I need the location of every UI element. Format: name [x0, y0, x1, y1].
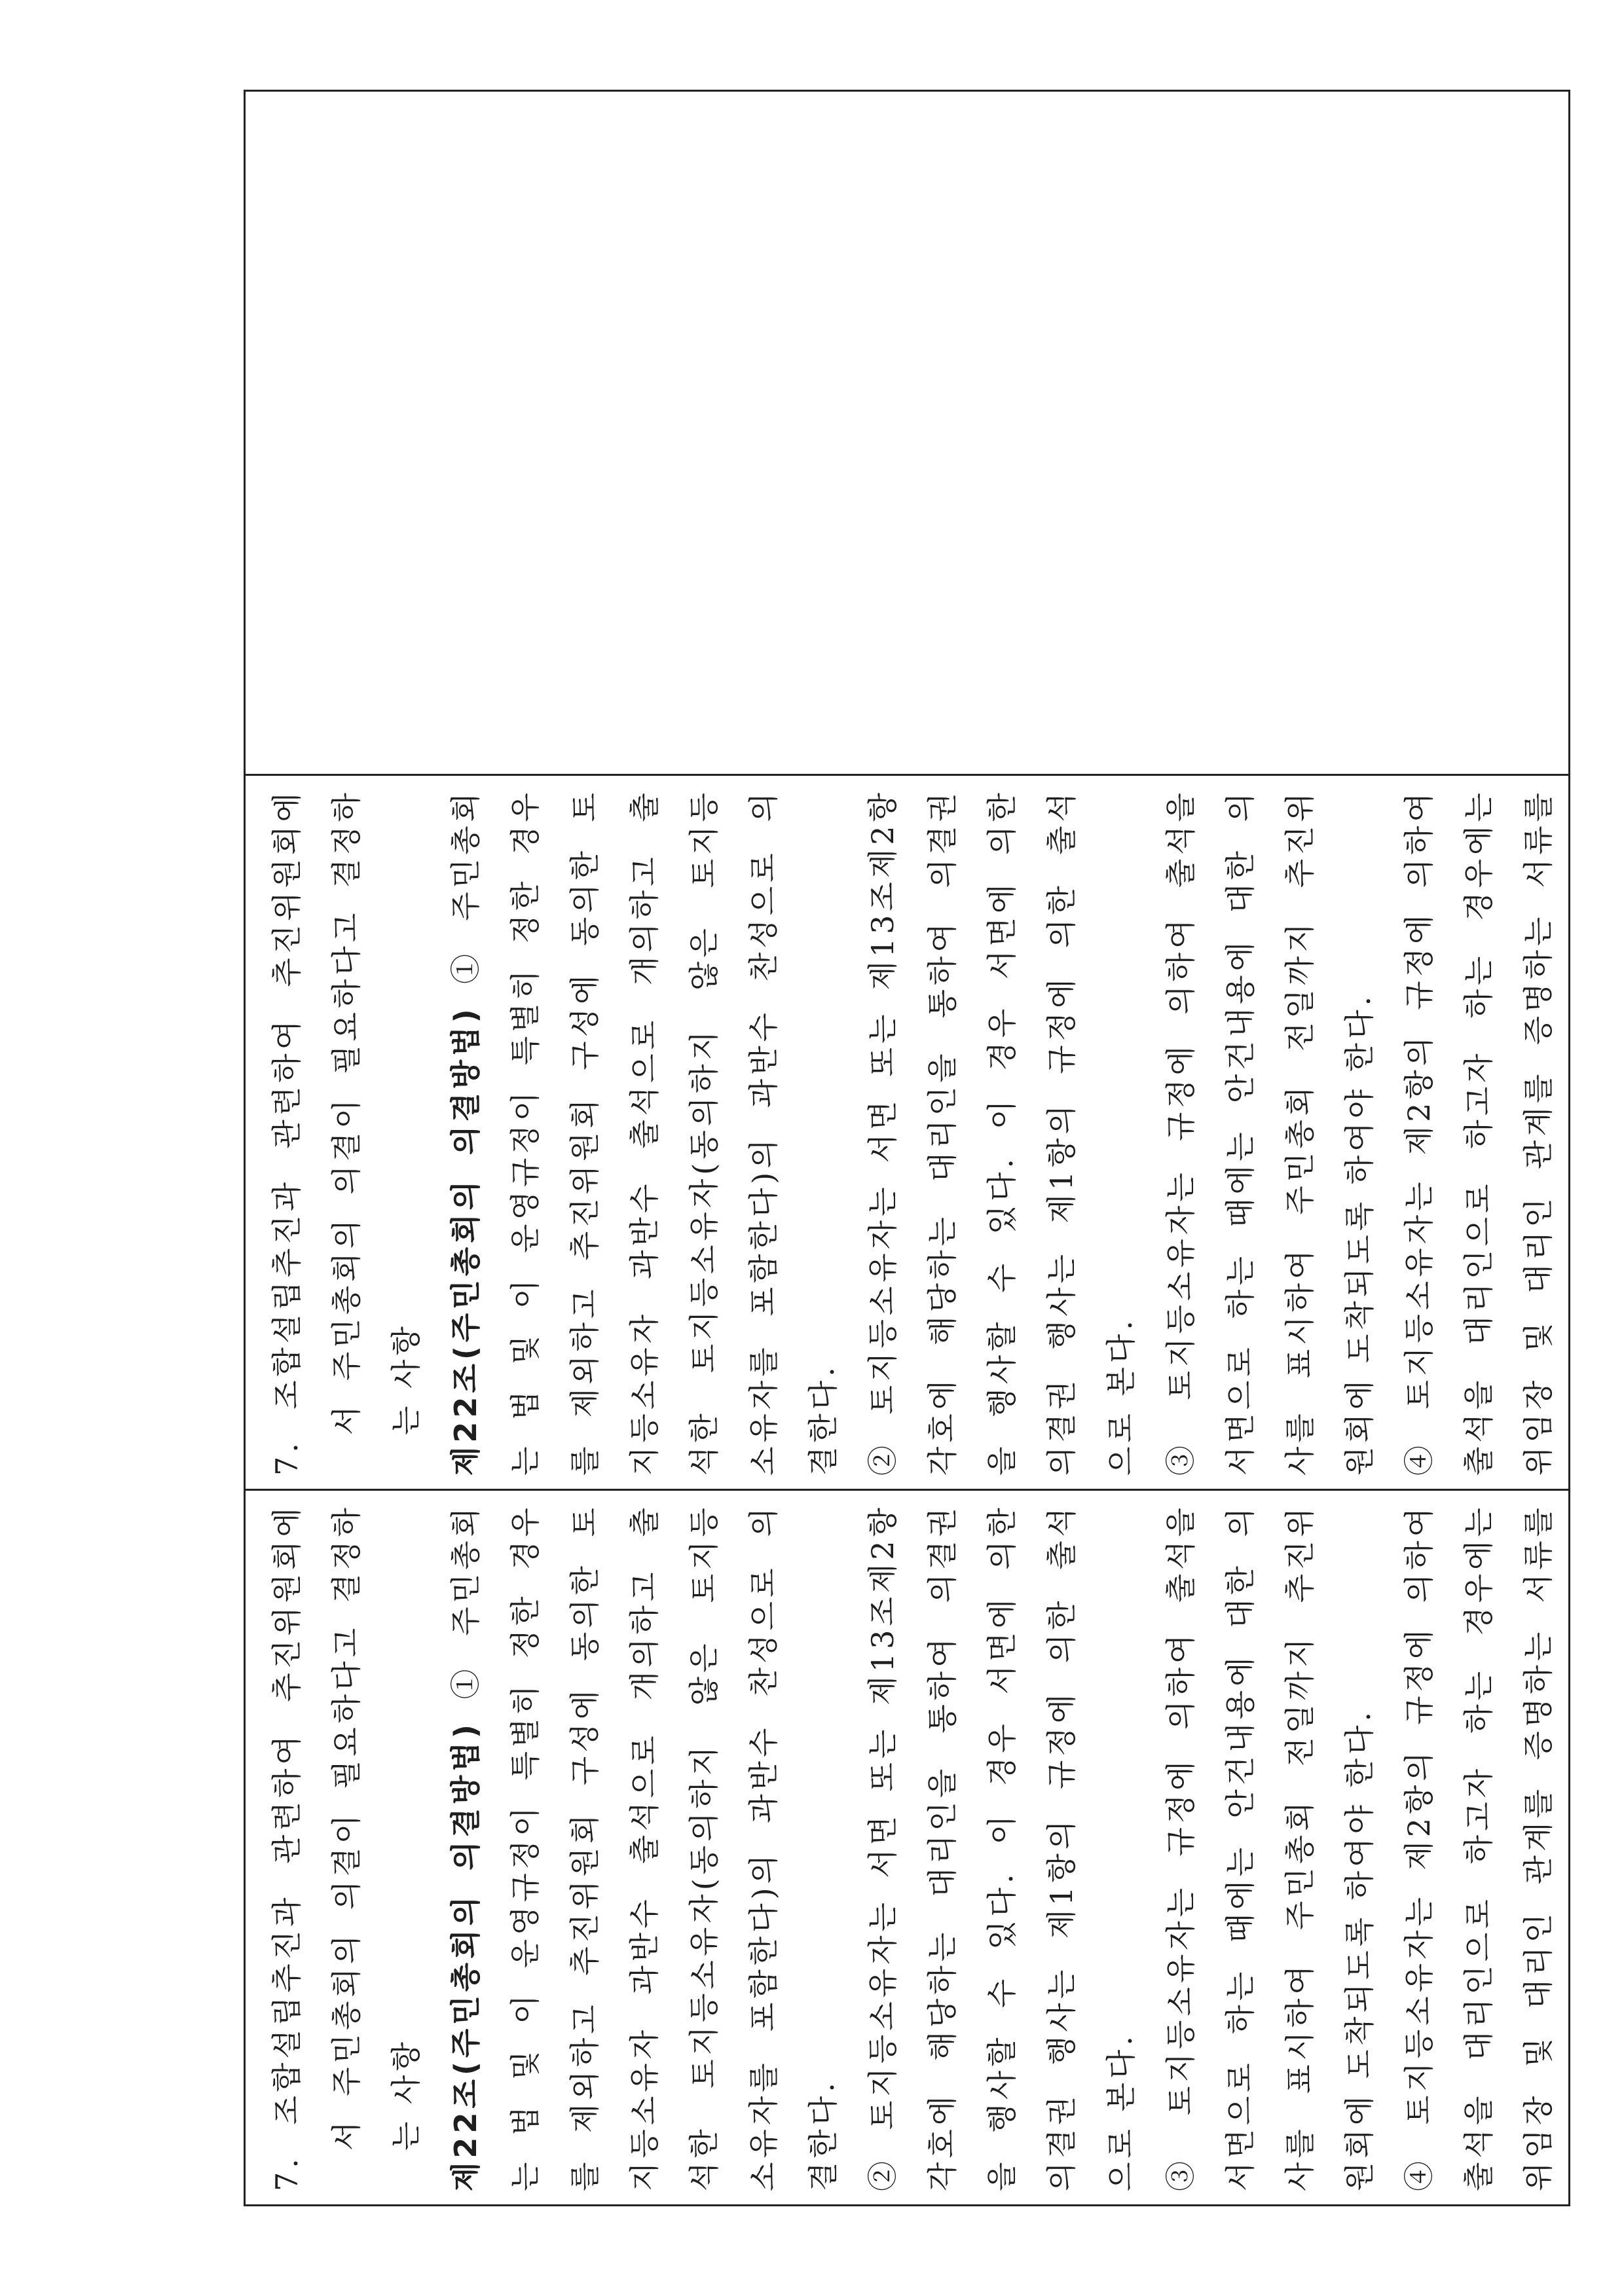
- text-line: ② 토지등소유자는 서면 또는 제13조제2항: [865, 1504, 900, 2191]
- text-line: 제22조(주민총회의 의결방법) ① 주민총회: [448, 1504, 483, 2191]
- text-line: 는 사항: [388, 2038, 424, 2151]
- text-line: 소유자를 포함한다)의 과반수 찬성으로 의: [746, 789, 781, 1476]
- text-line: 는 사항: [388, 1322, 424, 1435]
- text-line: 지등소유자 과반수 출석으로 개의하고 출: [627, 789, 662, 1476]
- text-line: 소유자를 포함한다)의 과반수 찬성으로 의: [746, 1504, 781, 2191]
- text-line: 각호에 해당하는 대리인을 통하여 의결권: [925, 789, 960, 1476]
- text-line: 제22조(주민총회의 의결방법) ① 주민총회: [448, 789, 483, 1476]
- text-line: 각호에 해당하는 대리인을 통하여 의결권: [925, 1504, 960, 2191]
- column-original-text: [246, 1491, 1568, 2204]
- text-line: 서면으로 하는 때에는 안건내용에 대한 의: [1223, 1504, 1258, 2191]
- text-line: ② 토지등소유자는 서면 또는 제13조제2항: [865, 789, 900, 1476]
- text-line: ③ 토지등소유자는 규정에 의하여 출석을: [1163, 789, 1198, 1476]
- text-line: 원회에 도착되도록 하여야 한다.: [1342, 1707, 1377, 2191]
- comparison-table: [244, 90, 1570, 2206]
- column-revised: [245, 775, 1570, 1490]
- text-line: 결한다.: [805, 2079, 841, 2191]
- text-line: 의결권 행사는 제1항의 규정에 의한 출석: [1044, 789, 1079, 1476]
- text-line: 는 법 및 이 운영규정이 특별히 정한 경우: [507, 1504, 543, 2191]
- text-line: 결한다.: [805, 1363, 841, 1476]
- text-line: 위임장 및 대리인 관계를 증명하는 서류를: [1521, 789, 1556, 1476]
- column-original: [245, 1490, 1570, 2206]
- text-line: 으로 본다.: [1103, 1317, 1139, 1476]
- text-line: ④ 토지등소유자는 제2항의 규정에 의하여: [1401, 789, 1437, 1476]
- text-line: 는 법 및 이 운영규정이 특별히 정한 경우: [507, 789, 543, 1476]
- text-line: 의결권 행사는 제1항의 규정에 의한 출석: [1044, 1504, 1079, 2191]
- column-remarks-text: [246, 92, 257, 774]
- text-line: 서면으로 하는 때에는 안건내용에 대한 의: [1223, 789, 1258, 1476]
- text-line: 7. 조합설립추진과 관련하여 추진위원회에: [269, 789, 304, 1476]
- text-line: 사를 표시하여 주민총회 전일까지 추진위: [1282, 789, 1318, 1476]
- text-line: 서 주민총회의 의결이 필요하다고 결정하: [329, 1504, 364, 2151]
- text-line: 를 제외하고 추진위원회 구성에 동의한 토: [567, 789, 602, 1476]
- text-line: 으로 본다.: [1103, 2032, 1139, 2191]
- text-line: 지등소유자 과반수 출석으로 개의하고 출: [627, 1504, 662, 2191]
- text-line: 을 행사할 수 있다. 이 경우 서면에 의한: [984, 789, 1020, 1476]
- text-line: 원회에 도착되도록 하여야 한다.: [1342, 992, 1377, 1476]
- column-remarks: [245, 91, 1570, 775]
- text-line: 출석을 대리인으로 하고자 하는 경우에는: [1461, 1504, 1496, 2191]
- text-line: 를 제외하고 추진위원회 구성에 동의한 토: [567, 1504, 602, 2191]
- text-line: 위임장 및 대리인 관계를 증명하는 서류를: [1521, 1504, 1556, 2191]
- text-line: 사를 표시하여 주민총회 전일까지 추진위: [1282, 1504, 1318, 2191]
- text-line: 서 주민총회의 의결이 필요하다고 결정하: [329, 789, 364, 1435]
- text-line: ④ 토지등소유자는 제2항의 규정에 의하여: [1401, 1504, 1437, 2191]
- text-line: 7. 조합설립추진과 관련하여 추진위원회에: [269, 1504, 304, 2191]
- text-line: 출석을 대리인으로 하고자 하는 경우에는: [1461, 789, 1496, 1476]
- text-line: 석한 토지등소유자(동의하지 않은 토지등: [686, 1504, 722, 2191]
- text-line: ③ 토지등소유자는 규정에 의하여 출석을: [1163, 1504, 1198, 2191]
- rotated-page: [244, 92, 1556, 2206]
- text-line: 을 행사할 수 있다. 이 경우 서면에 의한: [984, 1504, 1020, 2191]
- column-revised-text: [246, 776, 1568, 1489]
- text-line: 석한 토지등소유자(동의하지 않은 토지등: [686, 789, 722, 1476]
